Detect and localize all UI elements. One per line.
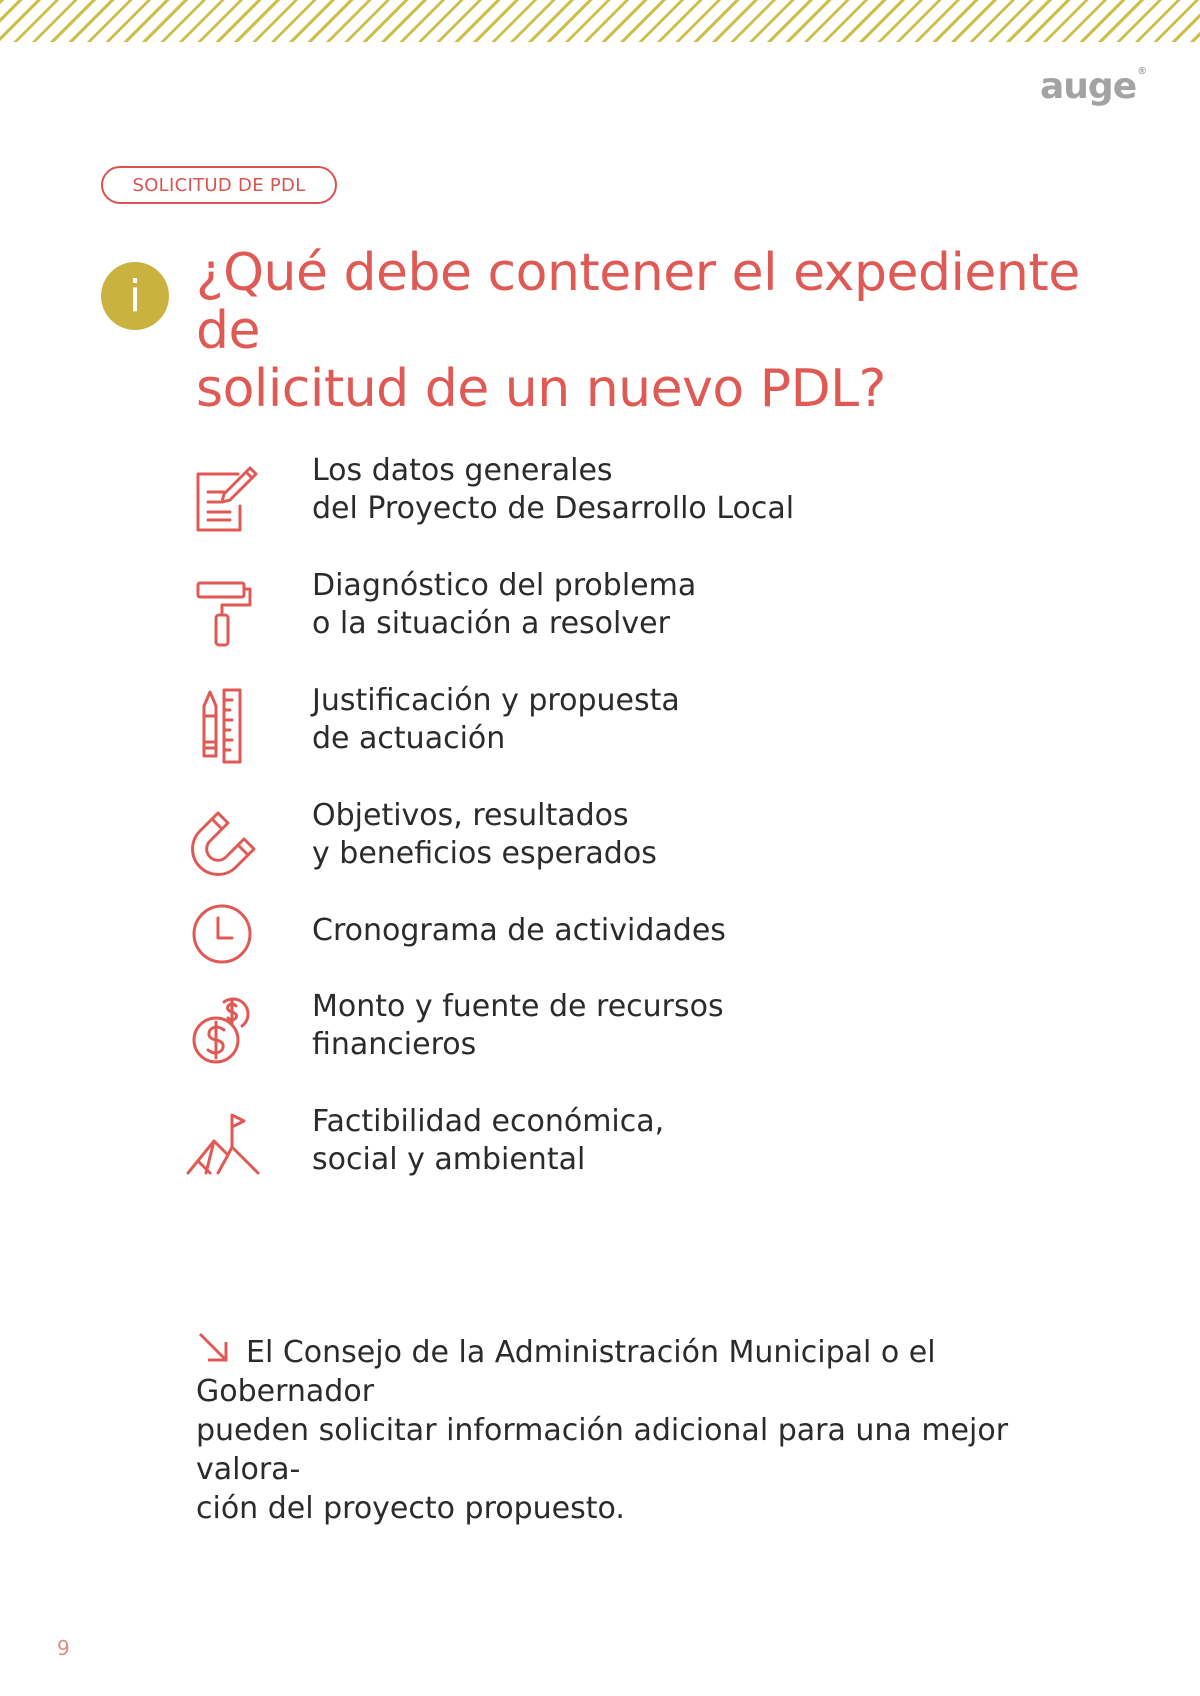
mountain-flag-icon <box>184 1101 266 1183</box>
page-title-line-2: solicitud de un nuevo PDL? <box>196 359 886 419</box>
paint-roller-icon <box>184 575 266 657</box>
page-title <box>196 244 1096 418</box>
magnet-icon <box>184 801 266 883</box>
list-item-line: Factibilidad económica, <box>312 1104 665 1139</box>
list-item-line: Justificación y propuesta <box>312 683 680 718</box>
list-item-line: Cronograma de actividades <box>312 913 726 948</box>
note-line-3: ción del proyecto propuesto. <box>196 1491 625 1526</box>
list-item-line: financieros <box>312 1027 477 1062</box>
list-item-line: del Proyecto de Desarrollo Local <box>312 491 795 526</box>
arrow-down-right-icon <box>196 1330 232 1364</box>
list-item-line: Objetivos, resultados <box>312 798 629 833</box>
document-edit-icon <box>184 460 266 542</box>
list-item-line: Los datos generales <box>312 453 613 488</box>
list-item-line: Monto y fuente de recursos <box>312 989 724 1024</box>
page-title-line-1: ¿Qué debe contener el expediente de <box>196 243 1080 361</box>
page-number: 9 <box>57 1636 70 1660</box>
coins-icon <box>184 992 266 1074</box>
section-tag: SOLICITUD DE PDL <box>101 166 337 204</box>
note-paragraph <box>196 1330 1096 1528</box>
note-line-1: El Consejo de la Administración Municipal o el Gobernador <box>196 1330 1096 1411</box>
list-item-line: social y ambiental <box>312 1142 586 1177</box>
note-line-2: pueden solicitar información adicional para una mejor valora- <box>196 1413 1009 1487</box>
list-item-line: y beneficios esperados <box>312 836 657 871</box>
list-item-line: de actuación <box>312 721 506 756</box>
pencil-ruler-icon <box>184 686 266 768</box>
list-item-line: o la situación a resolver <box>312 606 670 641</box>
info-icon: i <box>101 262 169 330</box>
list-item-line: Diagnóstico del problema <box>312 568 697 603</box>
auge-logo: auge® <box>1040 66 1147 107</box>
clock-icon <box>184 894 266 976</box>
decorative-stripe-band <box>0 0 1200 42</box>
